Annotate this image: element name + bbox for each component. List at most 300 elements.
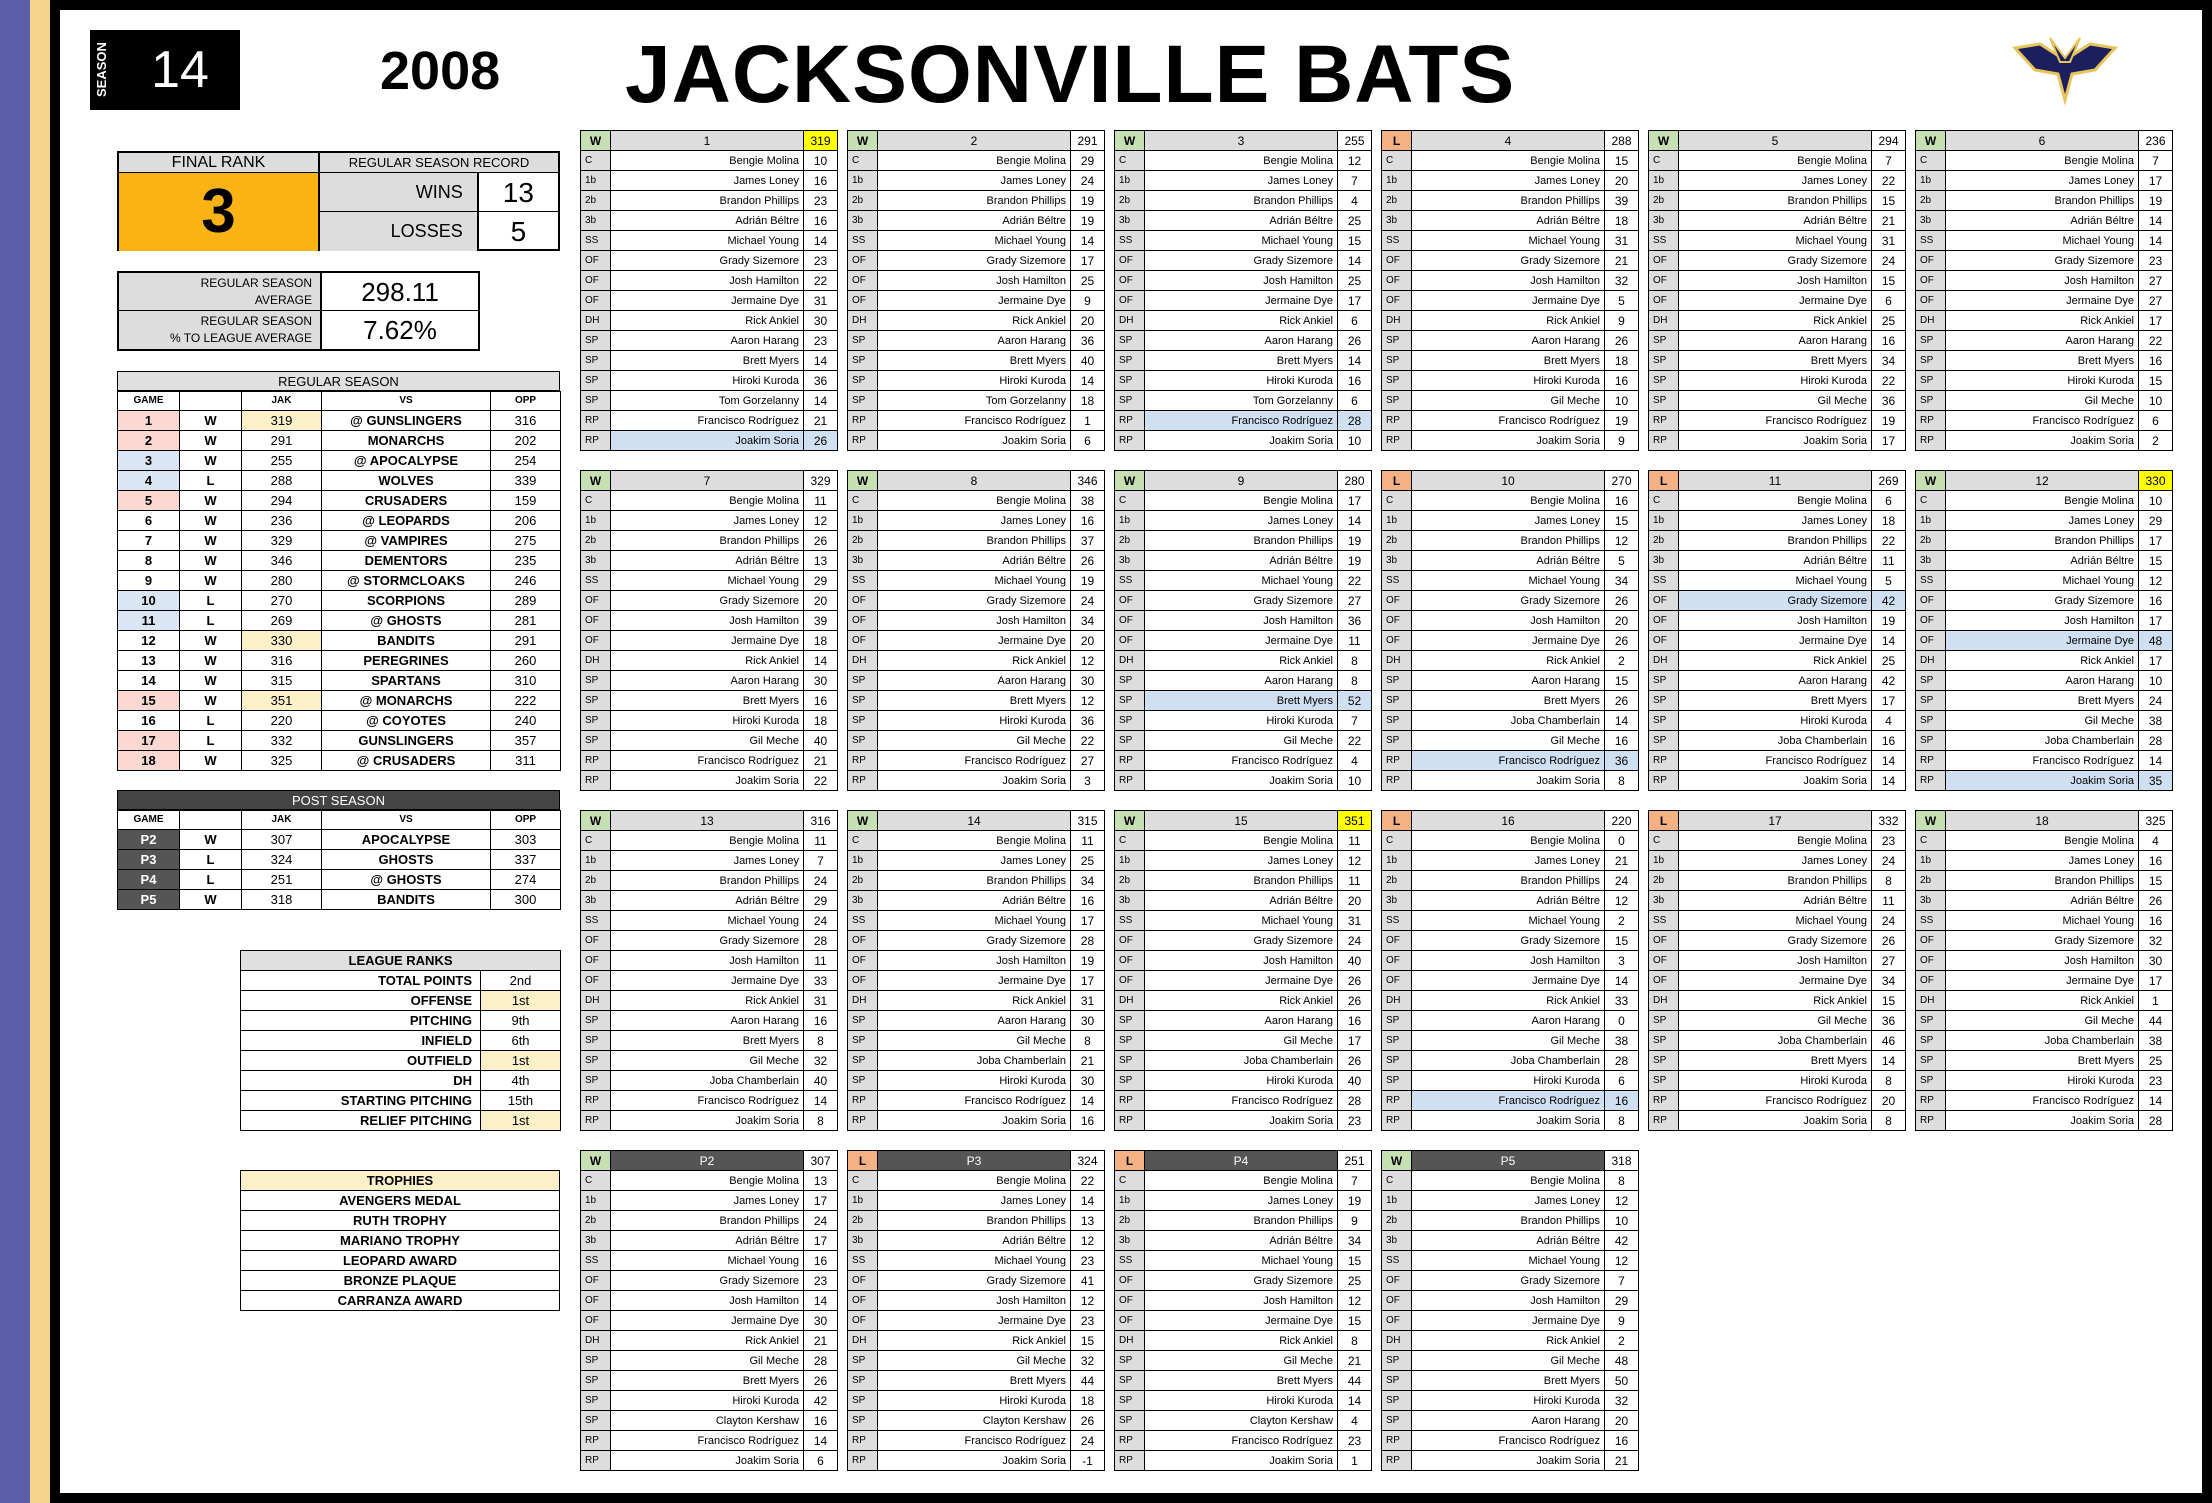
trophies-title: TROPHIES (241, 1171, 560, 1191)
player-name: Joakim Soria (878, 431, 1071, 451)
player-name: Adrián Béltre (1946, 211, 2139, 231)
player-name: Francisco Rodríguez (1412, 1431, 1605, 1451)
schedule-header-cell: GAME (118, 811, 180, 830)
player-row (1649, 931, 1906, 951)
player-name: Adrián Béltre (1412, 891, 1605, 911)
player-position: 1b (848, 171, 878, 191)
jak-score: 236 (242, 511, 322, 531)
player-points: 28 (804, 931, 838, 951)
player-position: SP (848, 711, 878, 731)
player-position: OF (1649, 971, 1679, 991)
player-position: RP (1649, 751, 1679, 771)
player-points: 22 (1338, 571, 1372, 591)
player-points: 22 (1872, 371, 1906, 391)
player-position: RP (848, 1451, 878, 1471)
player-name: Brett Myers (1946, 1051, 2139, 1071)
game-table (1381, 470, 1639, 791)
player-name: Brett Myers (1946, 351, 2139, 371)
player-name: Francisco Rodríguez (878, 1431, 1071, 1451)
player-position: SP (1649, 1051, 1679, 1071)
game-total: 332 (1872, 811, 1906, 831)
schedule-header-cell: OPP (491, 811, 561, 830)
game-box (1381, 1150, 1639, 1471)
player-row (1649, 731, 1906, 751)
player-points: 22 (1872, 531, 1906, 551)
player-row (1382, 771, 1639, 791)
player-points: 37 (1071, 531, 1105, 551)
player-row (1115, 351, 1372, 371)
player-points: 15 (1338, 1251, 1372, 1271)
player-position: 2b (1916, 191, 1946, 211)
player-row (1916, 711, 2173, 731)
opponent-name: @ GUNSLINGERS (322, 411, 491, 431)
player-name: Adrián Béltre (1145, 891, 1338, 911)
opponent-score: 337 (491, 850, 561, 870)
player-points: 26 (1605, 691, 1639, 711)
player-points: 16 (1071, 511, 1105, 531)
player-points: 8 (1338, 651, 1372, 671)
player-name: James Loney (1145, 171, 1338, 191)
player-points: 23 (804, 191, 838, 211)
player-points: 24 (1872, 251, 1906, 271)
player-points: 20 (804, 591, 838, 611)
player-row (581, 231, 838, 251)
player-points: 26 (2139, 891, 2173, 911)
player-row (848, 1451, 1105, 1471)
player-points: 12 (804, 511, 838, 531)
player-position: DH (1115, 991, 1145, 1011)
opponent-score: 246 (491, 571, 561, 591)
player-points: 14 (804, 231, 838, 251)
player-name: James Loney (878, 171, 1071, 191)
player-points: 7 (1338, 171, 1372, 191)
player-position: OF (1916, 291, 1946, 311)
player-row (1115, 1071, 1372, 1091)
player-position: OF (1916, 951, 1946, 971)
game-label: 8 (878, 471, 1071, 491)
game-label: P5 (1412, 1151, 1605, 1171)
game-box (1114, 130, 1372, 451)
player-position: 3b (1382, 891, 1412, 911)
schedule-row (118, 451, 561, 471)
player-points: 20 (1338, 891, 1372, 911)
player-row (581, 891, 838, 911)
player-row (581, 871, 838, 891)
rank-label: OUTFIELD (241, 1051, 481, 1071)
player-name: Brett Myers (1412, 1371, 1605, 1391)
player-name: Jermaine Dye (611, 291, 804, 311)
player-points: 14 (1338, 251, 1372, 271)
player-name: Michael Young (1946, 911, 2139, 931)
player-row (848, 1331, 1105, 1351)
player-position: SP (848, 1371, 878, 1391)
jak-score: 288 (242, 471, 322, 491)
player-points: 28 (2139, 1111, 2173, 1131)
player-row (581, 1431, 838, 1451)
opponent-name: CRUSADERS (322, 491, 491, 511)
player-name: Grady Sizemore (1679, 251, 1872, 271)
player-position: OF (1382, 251, 1412, 271)
player-points: 12 (1338, 151, 1372, 171)
player-position: 1b (1916, 171, 1946, 191)
player-position: DH (1649, 311, 1679, 331)
player-position: SP (1115, 691, 1145, 711)
player-points: 26 (1071, 1411, 1105, 1431)
player-position: RP (581, 1431, 611, 1451)
player-name: Brett Myers (878, 351, 1071, 371)
player-name: Brett Myers (1145, 351, 1338, 371)
averages-box (117, 271, 480, 351)
player-name: Joakim Soria (878, 1451, 1071, 1471)
player-position: SP (1649, 1071, 1679, 1091)
player-position: RP (581, 431, 611, 451)
player-name: Aaron Harang (1412, 671, 1605, 691)
player-points: 7 (2139, 151, 2173, 171)
player-position: SP (581, 1031, 611, 1051)
opponent-name: @ APOCALYPSE (322, 451, 491, 471)
final-rank-box (117, 151, 320, 251)
player-name: Hiroki Kuroda (1145, 1071, 1338, 1091)
player-points: 31 (1071, 991, 1105, 1011)
player-position: SP (1649, 691, 1679, 711)
player-points: 29 (1071, 151, 1105, 171)
player-position: RP (1115, 411, 1145, 431)
game-result: W (180, 751, 242, 771)
average-value: 298.11 (361, 277, 439, 307)
game-label: 9 (1145, 471, 1338, 491)
player-name: Rick Ankiel (878, 1331, 1071, 1351)
player-row (1916, 231, 2173, 251)
player-row (1115, 911, 1372, 931)
player-position: SS (1382, 911, 1412, 931)
player-points: 24 (804, 1211, 838, 1231)
player-points: 15 (1605, 151, 1639, 171)
player-name: Brandon Phillips (1946, 191, 2139, 211)
trophy-name: AVENGERS MEDAL (241, 1191, 560, 1211)
player-points: 14 (1605, 971, 1639, 991)
game-number: 11 (118, 611, 180, 631)
game-total: 236 (2139, 131, 2173, 151)
player-points: 14 (2139, 231, 2173, 251)
player-row (1649, 391, 1906, 411)
player-points: 23 (2139, 251, 2173, 271)
player-position: SP (1115, 1011, 1145, 1031)
player-points: 1 (1338, 1451, 1372, 1471)
player-name: James Loney (1946, 511, 2139, 531)
player-position: SP (581, 1411, 611, 1431)
player-points: 29 (2139, 511, 2173, 531)
player-row (1115, 691, 1372, 711)
player-name: Joakim Soria (1145, 771, 1338, 791)
player-name: Adrián Béltre (1946, 551, 2139, 571)
player-name: Josh Hamilton (1145, 951, 1338, 971)
game-total: 288 (1605, 131, 1639, 151)
player-points: 15 (1872, 991, 1906, 1011)
opponent-name: PEREGRINES (322, 651, 491, 671)
player-points: 25 (1071, 271, 1105, 291)
player-name: Aaron Harang (611, 331, 804, 351)
game-result: L (180, 731, 242, 751)
player-row (848, 211, 1105, 231)
game-header-row (1649, 131, 1906, 151)
player-name: Brandon Phillips (878, 191, 1071, 211)
player-points: 26 (1605, 591, 1639, 611)
opponent-name: SCORPIONS (322, 591, 491, 611)
player-points: 25 (1338, 211, 1372, 231)
player-points: 24 (1872, 851, 1906, 871)
player-position: RP (1115, 1431, 1145, 1451)
player-position: 1b (848, 511, 878, 531)
player-row (848, 1431, 1105, 1451)
player-points: 23 (804, 331, 838, 351)
player-row (848, 1411, 1105, 1431)
player-name: Joakim Soria (878, 771, 1071, 791)
player-points: 9 (1605, 431, 1639, 451)
player-row (848, 171, 1105, 191)
player-position: OF (1916, 271, 1946, 291)
player-name: Michael Young (611, 231, 804, 251)
player-row (1382, 1451, 1639, 1471)
player-name: Adrián Béltre (611, 211, 804, 231)
player-points: 42 (804, 1391, 838, 1411)
player-position: 2b (1382, 1211, 1412, 1231)
game-total: 330 (2139, 471, 2173, 491)
rank-value: 9th (481, 1011, 561, 1031)
player-position: OF (1649, 931, 1679, 951)
player-row (848, 291, 1105, 311)
player-position: 3b (581, 891, 611, 911)
player-position: OF (1916, 631, 1946, 651)
player-row (581, 291, 838, 311)
player-row (1916, 631, 2173, 651)
player-row (848, 971, 1105, 991)
player-position: SP (1649, 1031, 1679, 1051)
player-points: 40 (1071, 351, 1105, 371)
player-points: 17 (1338, 491, 1372, 511)
game-result: W (1115, 471, 1145, 491)
player-row (581, 511, 838, 531)
player-points: 23 (804, 1271, 838, 1291)
player-points: 21 (804, 1331, 838, 1351)
schedule-row (118, 870, 561, 890)
rank-value: 2nd (481, 971, 561, 991)
rank-value: 1st (481, 1111, 561, 1131)
player-position: C (1382, 831, 1412, 851)
rank-label: DH (241, 1071, 481, 1091)
player-name: Rick Ankiel (1412, 991, 1605, 1011)
player-position: SP (848, 1011, 878, 1031)
player-points: 16 (1872, 731, 1906, 751)
player-name: Joba Chamberlain (1145, 1051, 1338, 1071)
player-name: Bengie Molina (1145, 491, 1338, 511)
player-position: OF (1649, 591, 1679, 611)
player-name: Rick Ankiel (878, 311, 1071, 331)
player-name: Michael Young (611, 571, 804, 591)
player-name: Adrián Béltre (1145, 1231, 1338, 1251)
player-row (1649, 331, 1906, 351)
player-points: 17 (1071, 971, 1105, 991)
player-row (848, 1091, 1105, 1111)
player-position: SP (1649, 391, 1679, 411)
game-table (1915, 130, 2173, 451)
player-position: 1b (848, 851, 878, 871)
schedule-row (118, 531, 561, 551)
player-name: Brett Myers (1412, 351, 1605, 371)
player-points: 14 (1872, 1051, 1906, 1071)
player-position: DH (581, 311, 611, 331)
player-position: 1b (581, 511, 611, 531)
player-row (581, 1271, 838, 1291)
player-points: 16 (2139, 591, 2173, 611)
player-name: Francisco Rodríguez (611, 751, 804, 771)
player-row (581, 311, 838, 331)
player-position: OF (1382, 591, 1412, 611)
player-name: James Loney (1412, 511, 1605, 531)
player-position: RP (1649, 411, 1679, 431)
player-row (581, 1171, 838, 1191)
player-position: 1b (581, 171, 611, 191)
player-name: Brandon Phillips (1412, 531, 1605, 551)
player-position: DH (1916, 651, 1946, 671)
player-row (1115, 631, 1372, 651)
player-row (1649, 1071, 1906, 1091)
player-position: 2b (848, 871, 878, 891)
trophy-row (241, 1231, 560, 1251)
player-name: Rick Ankiel (611, 311, 804, 331)
player-points: 32 (2139, 931, 2173, 951)
player-position: C (1115, 1171, 1145, 1191)
player-name: Gil Meche (611, 1351, 804, 1371)
player-row (1649, 551, 1906, 571)
player-row (1916, 211, 2173, 231)
player-points: 26 (1872, 931, 1906, 951)
game-total: 316 (804, 811, 838, 831)
player-name: Jermaine Dye (878, 631, 1071, 651)
player-points: 16 (1071, 1111, 1105, 1131)
player-row (1382, 831, 1639, 851)
rank-value: 1st (481, 991, 561, 1011)
player-name: Bengie Molina (1946, 151, 2139, 171)
player-points: 14 (2139, 1091, 2173, 1111)
player-name: Adrián Béltre (1145, 211, 1338, 231)
player-name: James Loney (1412, 171, 1605, 191)
player-position: SP (1115, 371, 1145, 391)
game-box (580, 130, 838, 451)
player-name: James Loney (1412, 1191, 1605, 1211)
player-position: RP (1649, 1111, 1679, 1131)
player-name: Joakim Soria (1412, 771, 1605, 791)
season-label: SEASON (94, 42, 109, 98)
player-name: Jermaine Dye (1946, 631, 2139, 651)
player-position: SP (1382, 1031, 1412, 1051)
player-name: Bengie Molina (1679, 831, 1872, 851)
game-result: W (180, 890, 242, 910)
player-points: 38 (1605, 1031, 1639, 1051)
game-number: 1 (118, 411, 180, 431)
player-position: C (1916, 491, 1946, 511)
schedule-header-cell: JAK (242, 811, 322, 830)
player-position: SS (848, 231, 878, 251)
player-position: RP (581, 771, 611, 791)
player-row (1115, 251, 1372, 271)
player-points: 12 (1605, 1251, 1639, 1271)
player-points: 14 (1338, 351, 1372, 371)
game-table (847, 470, 1105, 791)
player-position: SP (1115, 1411, 1145, 1431)
player-name: Francisco Rodríguez (1412, 1091, 1605, 1111)
game-number: P5 (118, 890, 180, 910)
schedule-row (118, 671, 561, 691)
player-name: Brett Myers (1679, 351, 1872, 371)
game-header-row (1382, 811, 1639, 831)
player-row (1916, 191, 2173, 211)
player-name: Grady Sizemore (878, 1271, 1071, 1291)
player-position: C (1382, 151, 1412, 171)
player-position: SP (581, 351, 611, 371)
player-position: 2b (1115, 531, 1145, 551)
player-name: Francisco Rodríguez (1946, 411, 2139, 431)
player-row (1649, 371, 1906, 391)
player-name: Adrián Béltre (1412, 551, 1605, 571)
player-points: 12 (1071, 651, 1105, 671)
game-result: W (581, 471, 611, 491)
player-position: SP (1649, 351, 1679, 371)
trophy-row (241, 1191, 560, 1211)
player-position: OF (1382, 931, 1412, 951)
player-name: Adrián Béltre (878, 551, 1071, 571)
rank-value: 15th (481, 1091, 561, 1111)
player-row (1115, 231, 1372, 251)
player-row (1382, 891, 1639, 911)
player-position: SP (581, 1051, 611, 1071)
player-position: SP (848, 371, 878, 391)
player-name: Gil Meche (1679, 391, 1872, 411)
player-name: Rick Ankiel (1412, 311, 1605, 331)
pct-row (119, 311, 478, 349)
player-name: Hiroki Kuroda (1946, 1071, 2139, 1091)
player-position: SS (1115, 1251, 1145, 1271)
rank-row (241, 991, 561, 1011)
player-points: 8 (1872, 871, 1906, 891)
player-row (1382, 1051, 1639, 1071)
player-row (1382, 691, 1639, 711)
player-position: OF (848, 291, 878, 311)
player-points: 16 (804, 691, 838, 711)
player-name: Jermaine Dye (878, 971, 1071, 991)
player-row (1916, 251, 2173, 271)
player-name: Bengie Molina (878, 151, 1071, 171)
player-points: 42 (1605, 1231, 1639, 1251)
player-position: SS (1115, 911, 1145, 931)
player-position: RP (848, 431, 878, 451)
game-result: W (180, 431, 242, 451)
player-row (848, 151, 1105, 171)
player-points: 4 (1872, 711, 1906, 731)
player-points: 17 (1338, 1031, 1372, 1051)
player-position: RP (1649, 431, 1679, 451)
player-position: C (1382, 491, 1412, 511)
player-position: RP (1382, 1091, 1412, 1111)
game-box (1381, 810, 1639, 1131)
player-position: SP (581, 1071, 611, 1091)
player-points: 24 (1338, 931, 1372, 951)
player-position: OF (581, 631, 611, 651)
player-row (1382, 911, 1639, 931)
player-row (581, 171, 838, 191)
opponent-name: GUNSLINGERS (322, 731, 491, 751)
player-name: Hiroki Kuroda (611, 711, 804, 731)
player-row (581, 571, 838, 591)
